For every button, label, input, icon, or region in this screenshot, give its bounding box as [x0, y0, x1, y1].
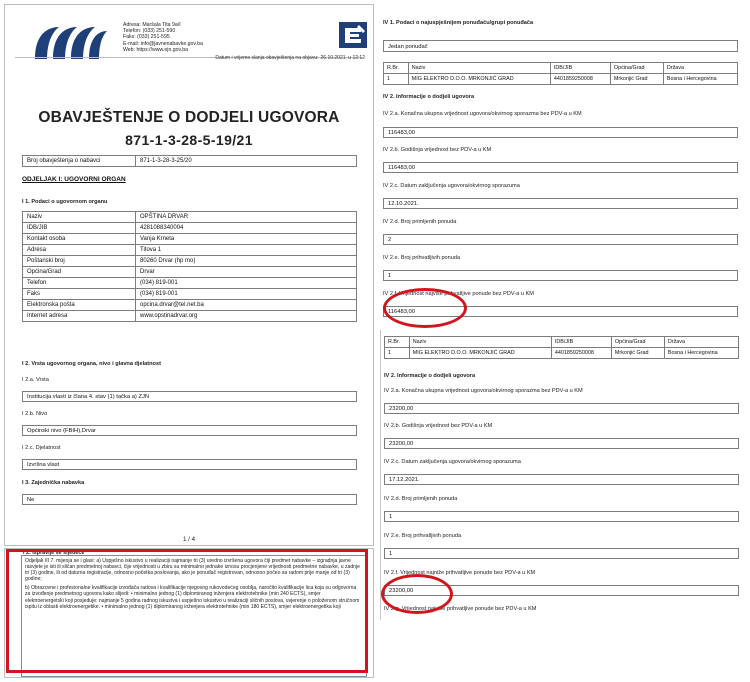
field-value: Općinski nivo (FBIH),Drvar: [22, 425, 357, 436]
table-row: [23, 245, 357, 256]
contracting-authority-table: [22, 211, 357, 322]
field-value: 1: [383, 270, 738, 281]
table-row: [23, 156, 357, 167]
row-key: Adresa: [23, 245, 136, 256]
column-header: IDB/JIB: [551, 337, 611, 348]
field-label: IV 2.c. Datum zaključenja ugovora/okvirnog sporazuma: [384, 459, 521, 465]
phone-line: Telefon: (033) 251-590: [123, 28, 176, 35]
field-value: 1: [384, 548, 739, 559]
field-label: I 2.a. Vrsta: [22, 377, 49, 383]
row-key: Telefon: [23, 278, 136, 289]
field-value: 23200,00: [384, 438, 739, 449]
excerpt-heading: I Z. Ispravije se sljedece: [23, 550, 85, 556]
row-value: OPŠTINA DRVAR: [136, 212, 357, 223]
row-key: Poštanski broj: [23, 256, 136, 267]
table-cell: 1: [385, 348, 410, 359]
document-title: OBAVJEŠTENJE O DODJELI UGOVORA: [38, 109, 340, 126]
date-label: Datum i vrijeme slanja obavještenja na objavu:: [215, 55, 319, 61]
page-number: 1 / 4: [182, 536, 196, 543]
table-cell: 4401859250008: [551, 348, 611, 359]
field-value: Institucija vlasti iz člana 4. stav (1) tačka a) ZJN: [22, 391, 357, 402]
row-key: Elektronska pošta: [23, 300, 136, 311]
table-header-row: [385, 337, 739, 348]
field-value: 12.10.2021.: [383, 198, 738, 209]
row-value: www.opstinadrvar.org: [136, 311, 357, 322]
row-key: Kontakt osoba: [23, 234, 136, 245]
field-label: IV 2.b. Godišnja vrijednost bez PDV-a u KM: [384, 423, 493, 429]
field-label: IV 2.a. Konačna ukupna vrijednost ugovora/okvirnog sporazma bez PDV-a u KM: [383, 111, 582, 117]
table-row: [23, 300, 357, 311]
table-cell: MIG ELEKTRO D.O.O. MRKONJIĆ GRAD: [409, 348, 551, 359]
field-value: 17.12.2021.: [384, 474, 739, 485]
bidder-table: [384, 336, 739, 359]
field-value: 23200,00: [384, 585, 739, 596]
table-row: [23, 278, 357, 289]
row-key: Općina/Grad: [23, 267, 136, 278]
field-label: IV 2.b. Godišnja vrijednost bez PDV-a u KM: [383, 147, 492, 153]
subsection-heading: I 2. Vrsta ugovornog organa, nivo i glavna djelatnost: [22, 361, 161, 367]
table-row: [23, 267, 357, 278]
table-row: [23, 256, 357, 267]
table-row: [23, 223, 357, 234]
excerpt-paragraph: b) Obrazovne i profesionalne kvalifikacije izvođača radova i kvalifikacije njegovog rukovodećeg osoblja, naročito kvalifikacije lica koja su odgovorna za izvođenje predmetnog ugovora kako slijedi: • minimalno jednog (1) diplomiranog inženjera elektrotehnike (min 240 ECTS), smjer elektroenergetski koji posjeduje: najmanje 5 godina radnog iskustva i uspješno iskustvo u realizaciji sličnih poslova, uvjerenje o položenom stručnom ispitu iz oblasti elektroenergetike. • minimalno jednog (1) diplomiranog inženjera elektrotehnike (min 180 ECTS), smjer elektroenergetika koji: [25, 585, 360, 610]
table-cell: Bosna i Hercegovina: [663, 74, 737, 85]
field-value: 116483,00: [383, 162, 738, 173]
row-value: Titova 1: [136, 245, 357, 256]
field-label: IV 2.f. Vrijednost najviše prihvatljive ponude bez PDV-a u KM: [383, 291, 534, 297]
table-row: [23, 311, 357, 322]
field-value: 23200,00: [384, 403, 739, 414]
field-label: I 2.b. Nivo: [22, 411, 48, 417]
field-label: IV 2.g. Vrijednost najviše prihvatljive ponude bez PDV-a u KM: [384, 606, 537, 612]
notice-label: Broj obavještenja o nabavci: [23, 156, 136, 167]
red-highlight-circle: [381, 574, 453, 614]
field-value: Ne: [22, 494, 357, 505]
field-label: IV 2.f. Vrijednost najniže prihvatljive ponude bez PDV-a u KM: [384, 570, 536, 576]
row-key: Internet adresa: [23, 311, 136, 322]
section-heading: IV 1. Podaci o najuspješnijem ponuđaču/grupi ponuđača: [383, 20, 534, 26]
field-value: 116483,00: [383, 127, 738, 138]
document-page-right-top: [380, 4, 746, 322]
red-highlight-rectangle: [6, 549, 368, 673]
table-header-row: [384, 63, 738, 74]
column-header: IDB/JIB: [550, 63, 610, 74]
row-value: Vanja Krneta: [136, 234, 357, 245]
field-label: I 2.c. Djelatnost: [22, 445, 61, 451]
address-line: Adresa: Maršala Tita 9a/I: [123, 22, 181, 28]
table-cell: Mrkonjić Grad: [611, 348, 664, 359]
document-number: 871-1-3-28-5-19/21: [125, 132, 253, 148]
field-label: IV 2.a. Konačna ukupna vrijednost ugovora/okvirnog sporazma bez PDV-a u KM: [384, 388, 583, 394]
table-row: [23, 289, 357, 300]
field-label: IV 2.c. Datum zaključenja ugovora/okvirnog sporazuma: [383, 183, 520, 189]
field-label: IV 2.e. Broj prihvatljivih ponuda: [384, 533, 462, 539]
red-highlight-circle: [383, 288, 467, 328]
row-value: Drvar: [136, 267, 357, 278]
fax-line: Faks: (033) 251-595: [123, 34, 170, 41]
bidder-table: [383, 62, 738, 85]
field-label: IV 2.d. Broj primljenih ponuda: [384, 496, 458, 502]
document-page-1: [4, 4, 374, 546]
column-header: Općina/Grad: [610, 63, 663, 74]
column-header: Naziv: [408, 63, 550, 74]
table-cell: 1: [384, 74, 409, 85]
column-header: Država: [663, 63, 737, 74]
table-cell: 4401859250008: [550, 74, 610, 85]
table-cell: Bosna i Hercegovina: [664, 348, 738, 359]
submission-date: [213, 55, 365, 61]
column-header: Naziv: [409, 337, 551, 348]
field-value: 1: [384, 511, 739, 522]
javne-nabavke-logo-icon: [33, 23, 109, 61]
table-row: [385, 348, 739, 359]
notice-value: 871-1-3-28-3-25/20: [136, 156, 357, 167]
row-value: 4281088340004: [136, 223, 357, 234]
row-value: opcina.drvar@tel.net.ba: [136, 300, 357, 311]
column-header: R.Br.: [385, 337, 410, 348]
row-value: (034) 819-001: [136, 278, 357, 289]
email-line: E-mail: info@javnenabavke.gov.ba: [123, 40, 203, 47]
field-value: 116483,00: [383, 306, 738, 317]
table-cell: Mrkonjić Grad: [610, 74, 663, 85]
field-value: 2: [383, 234, 738, 245]
section-heading: IV 2. Informacije o dodjeli ugovora: [384, 373, 476, 379]
excerpt-paragraph: Odjeljak III 7. mijenja se i glasi: a) Uspješno iskustvo u realizaciji najmanje tri (3) uredno izvršena ugovora čiji predmet nabavke – izgradnja javne rasvjete je isti ili sličan predmetnoj nabavci, čije vrijednosti u zbiru su minimalno jednake iznosu procjenjene vrijednosti predmetne nabavke, u zadnje tri (3) godine, ili od datuma registracije, odnosno početka poslovanja, ako je ponuđač registrovan, odnosno počeo sa radom prije manje od tri (3) godine;: [25, 558, 360, 583]
subsection-heading: I 1. Podaci o ugovornom organu: [22, 199, 108, 205]
field-value: Izvršna vlast: [22, 459, 357, 470]
agency-address: [123, 22, 203, 53]
row-key: Faks: [23, 289, 136, 300]
table-row: [384, 74, 738, 85]
table-cell: MIG ELEKTRO D.O.O. MRKONJIĆ GRAD: [408, 74, 550, 85]
web-line: Web: https://www.ejn.gov.ba: [123, 46, 188, 53]
table-row: [23, 212, 357, 223]
section-heading: ODJELJAK I: UGOVORNI ORGAN: [22, 176, 126, 183]
field-label: IV 2.e. Broj prihvatljivih ponuda: [383, 255, 461, 261]
column-header: Država: [664, 337, 738, 348]
field-label: I 3. Zajednička nabavka: [22, 480, 85, 486]
ejn-logo-icon: [339, 22, 367, 48]
row-value: 80260 Drvar (hp mo): [136, 256, 357, 267]
notice-number-table: [22, 155, 357, 167]
table-row: [23, 234, 357, 245]
column-header: Općina/Grad: [611, 337, 664, 348]
section-heading: IV 2. Informacije o dodjeli ugovora: [383, 94, 475, 100]
row-key: Naziv: [23, 212, 136, 223]
field-value: Jedan ponuđač: [383, 40, 738, 52]
row-key: IDB/JIB: [23, 223, 136, 234]
field-label: IV 2.d. Broj primljenih ponuda: [383, 219, 457, 225]
row-value: (034) 819-001: [136, 289, 357, 300]
date-value: 26.10.2021. u 12:12: [320, 55, 365, 61]
column-header: R.Br.: [384, 63, 409, 74]
